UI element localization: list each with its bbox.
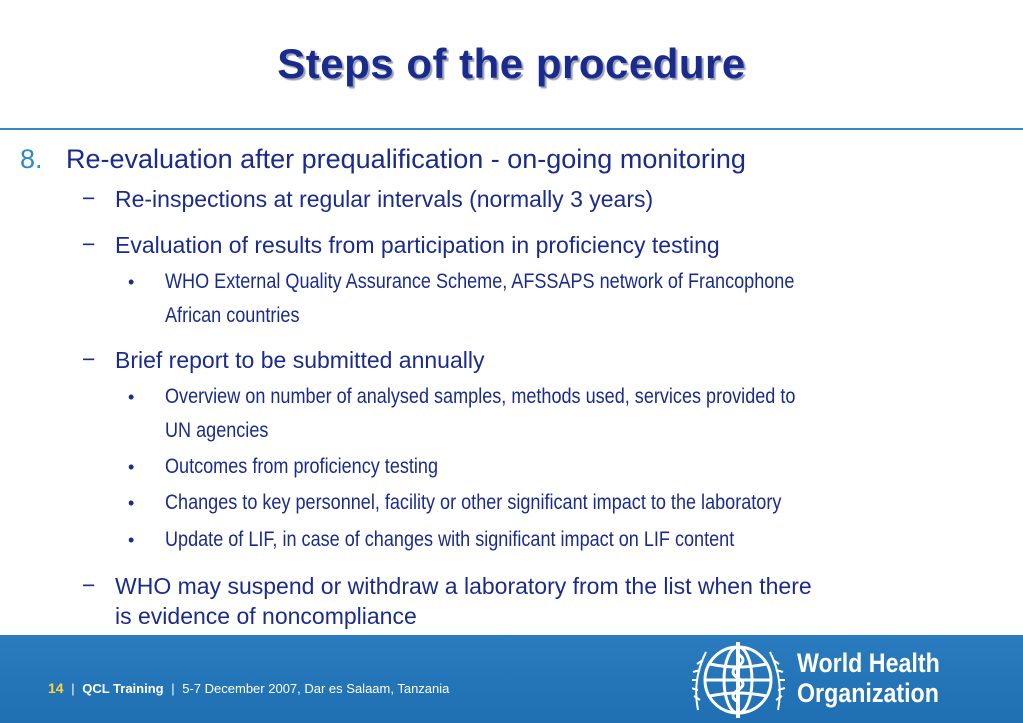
bullet-changes: Changes to key personnel, facility or other significant impact to the laboratory (165, 491, 782, 514)
footer-training: QCL Training (82, 681, 164, 696)
page-number: 14 (48, 680, 64, 696)
bullet-eqas-line1: WHO External Quality Assurance Scheme, AFSSAPS network of Francophone (165, 270, 795, 293)
subitem-suspend-line2: is evidence of noncompliance (115, 603, 417, 629)
item-8 (20, 144, 746, 175)
logo-line2: Organization (797, 678, 939, 708)
bullet-outcomes: Outcomes from proficiency testing (165, 455, 439, 478)
subitem-brief-report: Brief report to be submitted annually (115, 347, 485, 373)
subitem-suspend-line1: WHO may suspend or withdraw a laboratory from the list when there (115, 573, 812, 599)
subitem-proficiency-evaluation: Evaluation of results from participation in proficiency testing (115, 232, 720, 258)
footer-event: 5-7 December 2007, Dar es Salaam, Tanzania (182, 681, 450, 696)
subitem-reinspections: Re-inspections at regular intervals (normally 3 years) (115, 186, 654, 212)
dash-marker: − (82, 185, 96, 211)
bullet-overview-line1: Overview on number of analysed samples, methods used, services provided to (165, 385, 796, 408)
who-logo-text (797, 648, 940, 708)
dash-marker: − (82, 572, 96, 598)
bullet-icon: • (128, 530, 135, 550)
item-text: Re-evaluation after prequalification - on-going monitoring (66, 144, 746, 174)
dash-marker: − (82, 346, 96, 372)
bullet-icon: • (128, 457, 135, 477)
bullet-update-lif: Update of LIF, in case of changes with significant impact on LIF content (165, 528, 735, 551)
bullet-icon: • (128, 387, 135, 407)
dash-marker: − (82, 231, 96, 257)
footer-separator: | (171, 681, 175, 696)
bullet-eqas-line2: African countries (165, 304, 300, 327)
slide-title: Steps of the procedure (277, 40, 746, 87)
footer-info (48, 680, 449, 696)
logo-line1: World Health (797, 648, 940, 678)
item-number: 8. (20, 144, 43, 174)
bullet-overview-line2: UN agencies (165, 419, 269, 442)
footer-separator: | (71, 681, 75, 696)
bullet-icon: • (128, 272, 135, 292)
bullet-icon: • (128, 493, 135, 513)
